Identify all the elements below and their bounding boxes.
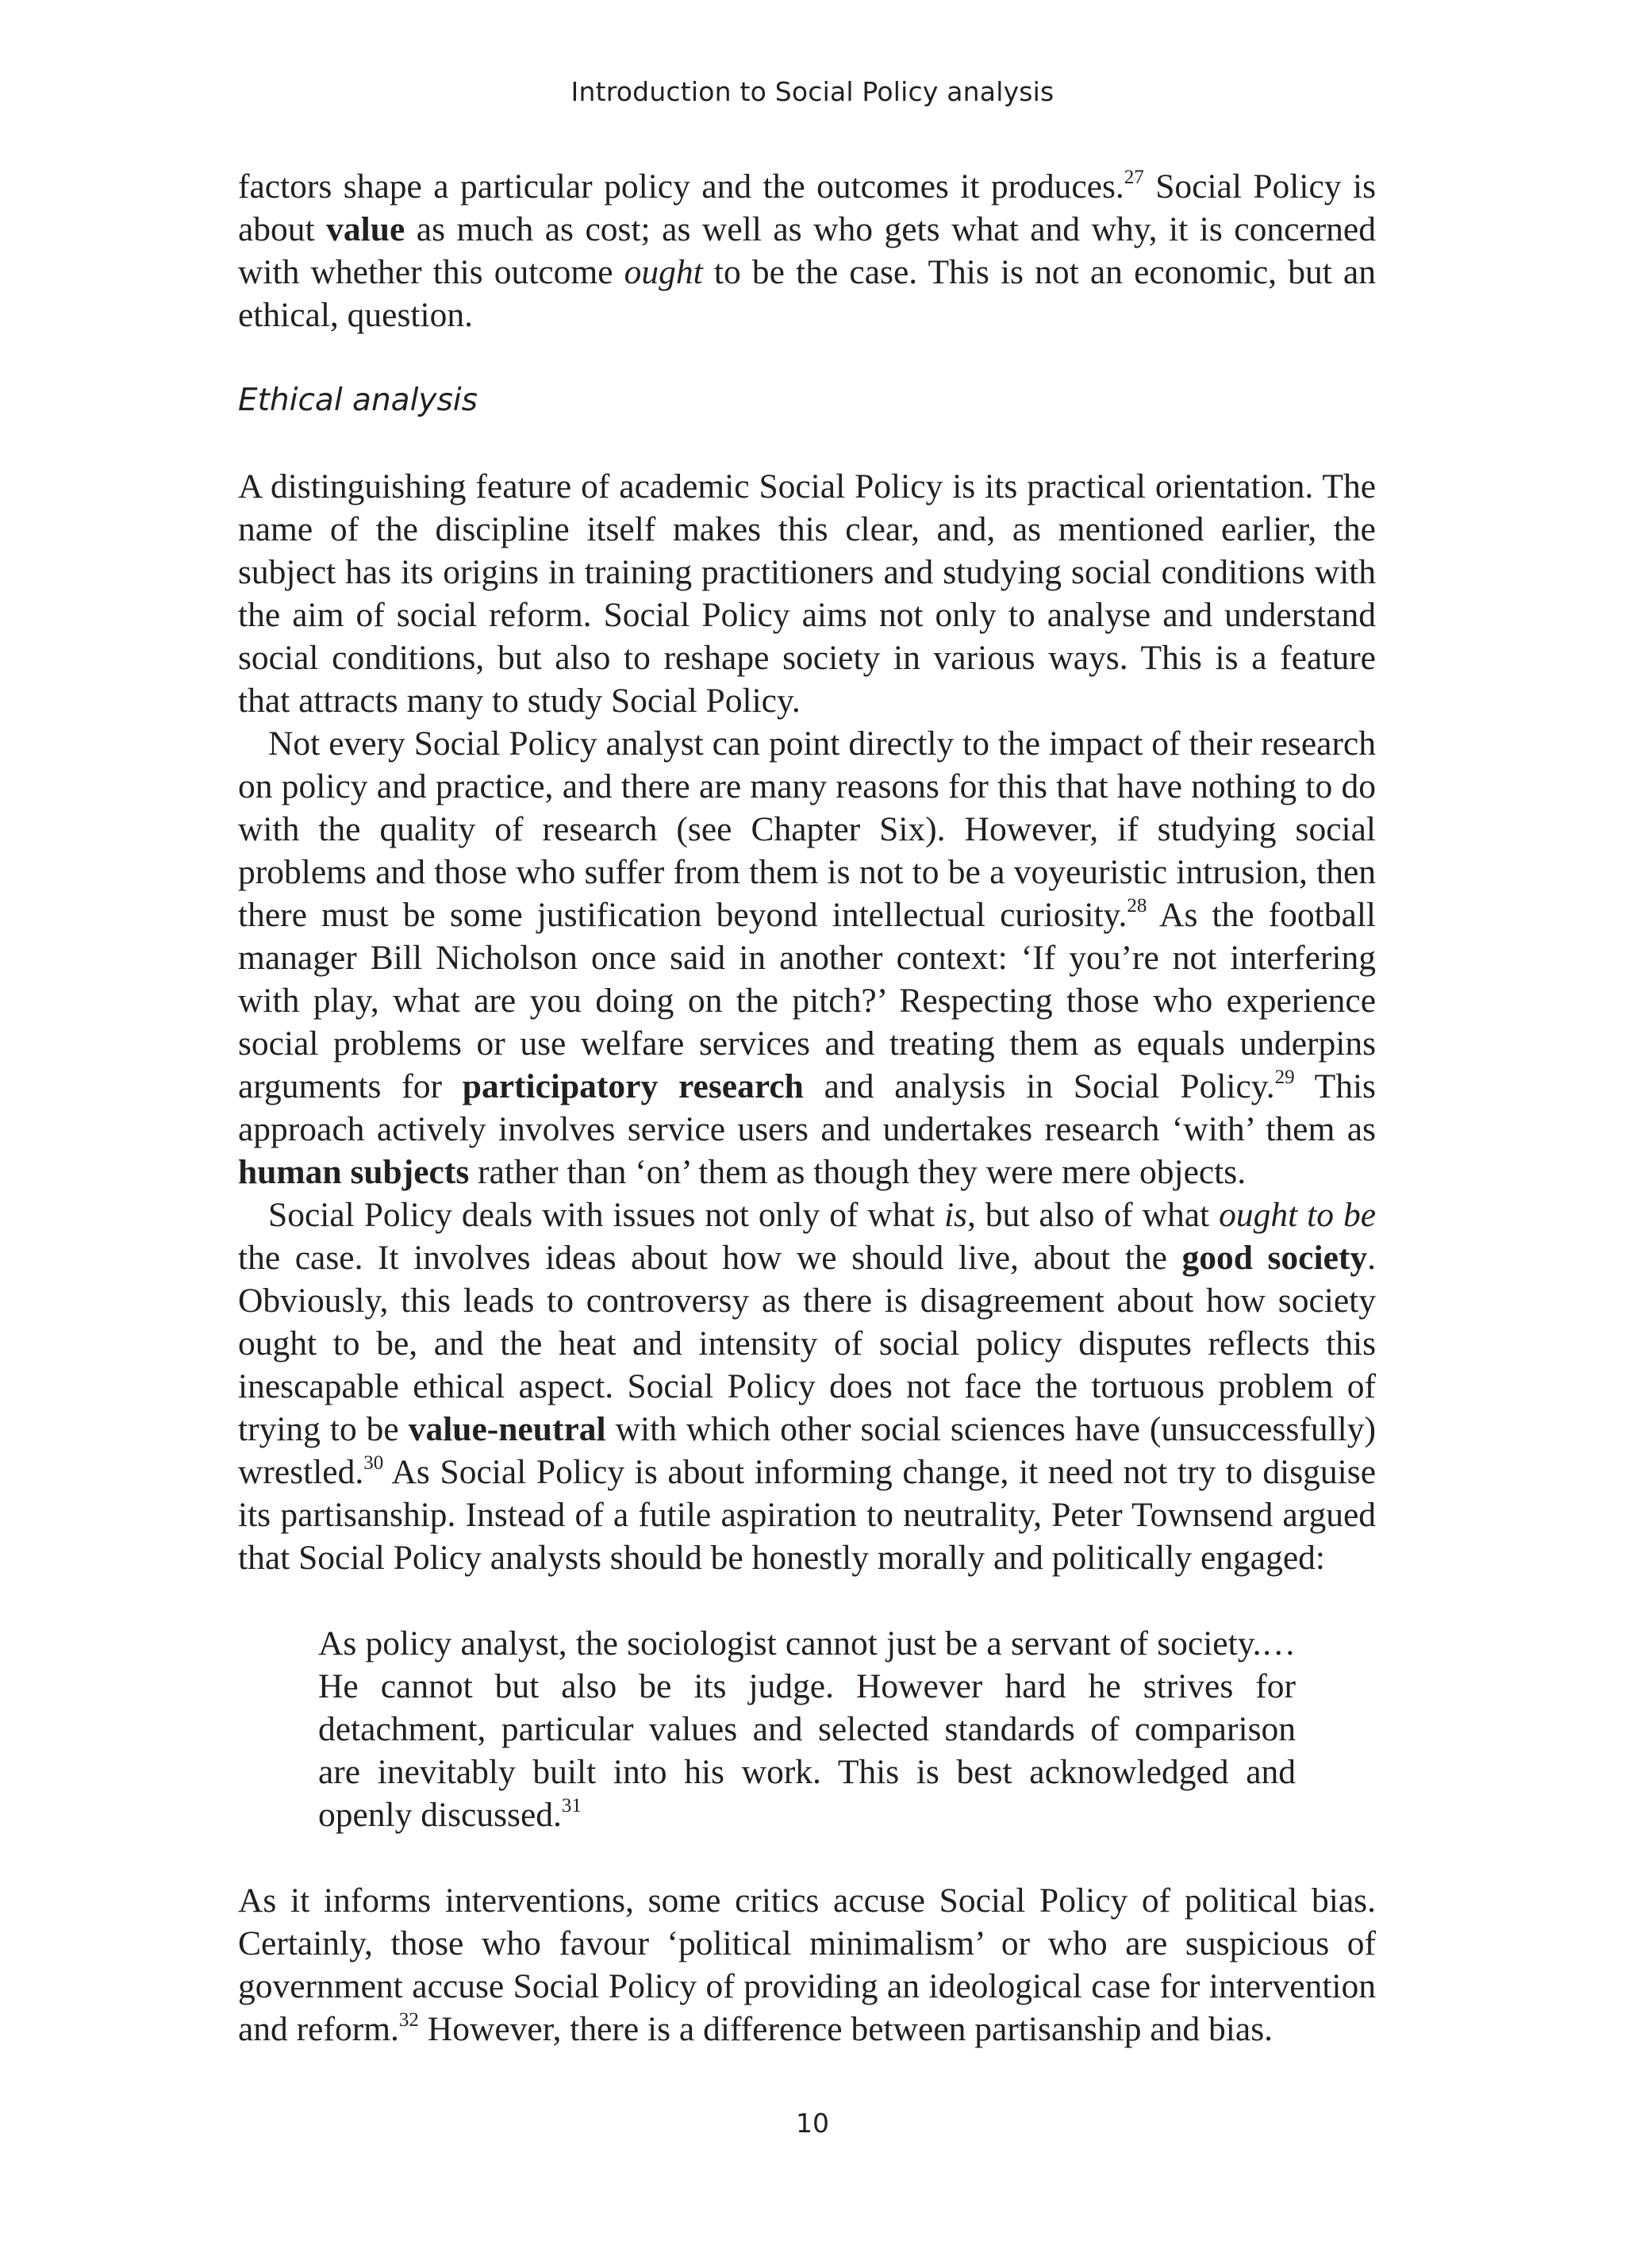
footnote-ref-27: 27 <box>1124 167 1144 188</box>
footnote-ref-28: 28 <box>1127 895 1147 917</box>
emphasis-ought-to-be: ought to be <box>1219 1196 1376 1234</box>
running-head: Introduction to Social Policy analysis <box>570 76 1055 107</box>
block-quote: As policy analyst, the sociologist cannot just be a servant of society.… He cannot but also be its judge. However hard he strives for detachment, particular values and selected standards of comparison are inevitably built into his work. This is best acknowledged and openly discussed.$^{31}$ <box>318 1624 1296 1834</box>
emphasis-is: is <box>943 1196 967 1234</box>
footnote-ref-30: 30 <box>363 1452 384 1474</box>
key-term-participatory-research: participatory research <box>462 1067 804 1105</box>
footnote-ref-31: 31 <box>561 1795 582 1816</box>
paragraph-2: A distinguishing feature of academic Social Policy is its practical orientation. The name of the discipline itself makes this clear, and, as mentioned earlier, the subject has its origins in training practitioners and studying social conditions with the aim of social reform. Social Policy aims not only to analyse and understand social conditions, but also to reshape society in various ways. This is a feature that attracts many to study Social Policy. <box>238 467 1376 720</box>
paragraph-5: As it informs interventions, some critics accuse Social Policy of political bias. Certainly, those who favour ‘political minimalism’ or who are suspicious of government accuse Social Policy of providing an ideological case for intervention and reform.$^{32}$ However, there is a difference between partisanship and bias. <box>238 1882 1376 2048</box>
paragraph-3: Not every Social Policy analyst can point directly to the impact of their research on policy and practice, and there are many reasons for this that have nothing to do with the quality of research (see Chapter Six). However, if studying social problems and those who suffer from them is not to be a voyeuristic intrusion, then there must be some justification beyond intellectual curiosity.$^{28}$ As the football manager Bill Nicholson once said in another context: ‘If you’re not interfering with play, what are you doing on the pitch?’ Respecting those who experience social problems or use welfare services and treating them as equals underpins arguments for participatory research and analysis in Social Policy.$^{29}$ This approach actively involves service users and undertakes research ‘with’ them as human subjects rather than ‘on’ them as though they were mere objects. <box>238 725 1376 1191</box>
footnote-ref-32: 32 <box>398 2009 419 2031</box>
main-text <box>238 165 1376 2051</box>
key-term-human-subjects: human subjects <box>238 1153 470 1191</box>
key-term-good-society: good society <box>1181 1239 1368 1277</box>
emphasis-ought: ought <box>624 253 703 291</box>
page-number: 10 <box>796 2108 829 2139</box>
key-term-value-neutral: value-neutral <box>408 1410 606 1448</box>
paragraph-1: factors shape a particular policy and the outcomes it produces.$^{27}$ Social Policy is about value as much as cost; as well as who gets what and why, it is concerned with whether this outcome ought to be the case. This is not an economic, but an ethical, question. <box>238 167 1376 334</box>
footnote-ref-29: 29 <box>1274 1067 1295 1088</box>
key-term-value: value <box>326 210 405 248</box>
paragraph-4: Social Policy deals with issues not only of what is, but also of what ought to be the case. It involves ideas about how we should live, about the good society. Obviously, this leads to controversy as there is disagreement about how society ought to be, and the heat and intensity of social policy disputes reflects this inescapable ethical aspect. Social Policy does not face the tortuous problem of trying to be value-neutral with which other social sciences have (unsuccessfully) wrestled.$^{30}$ As Social Policy is about informing change, it need not try to disguise its partisanship. Instead of a futile aspiration to neutrality, Peter Townsend argued that Social Policy analysts should be honestly morally and politically engaged: <box>238 1196 1376 1577</box>
section-heading: Ethical analysis <box>238 382 478 418</box>
